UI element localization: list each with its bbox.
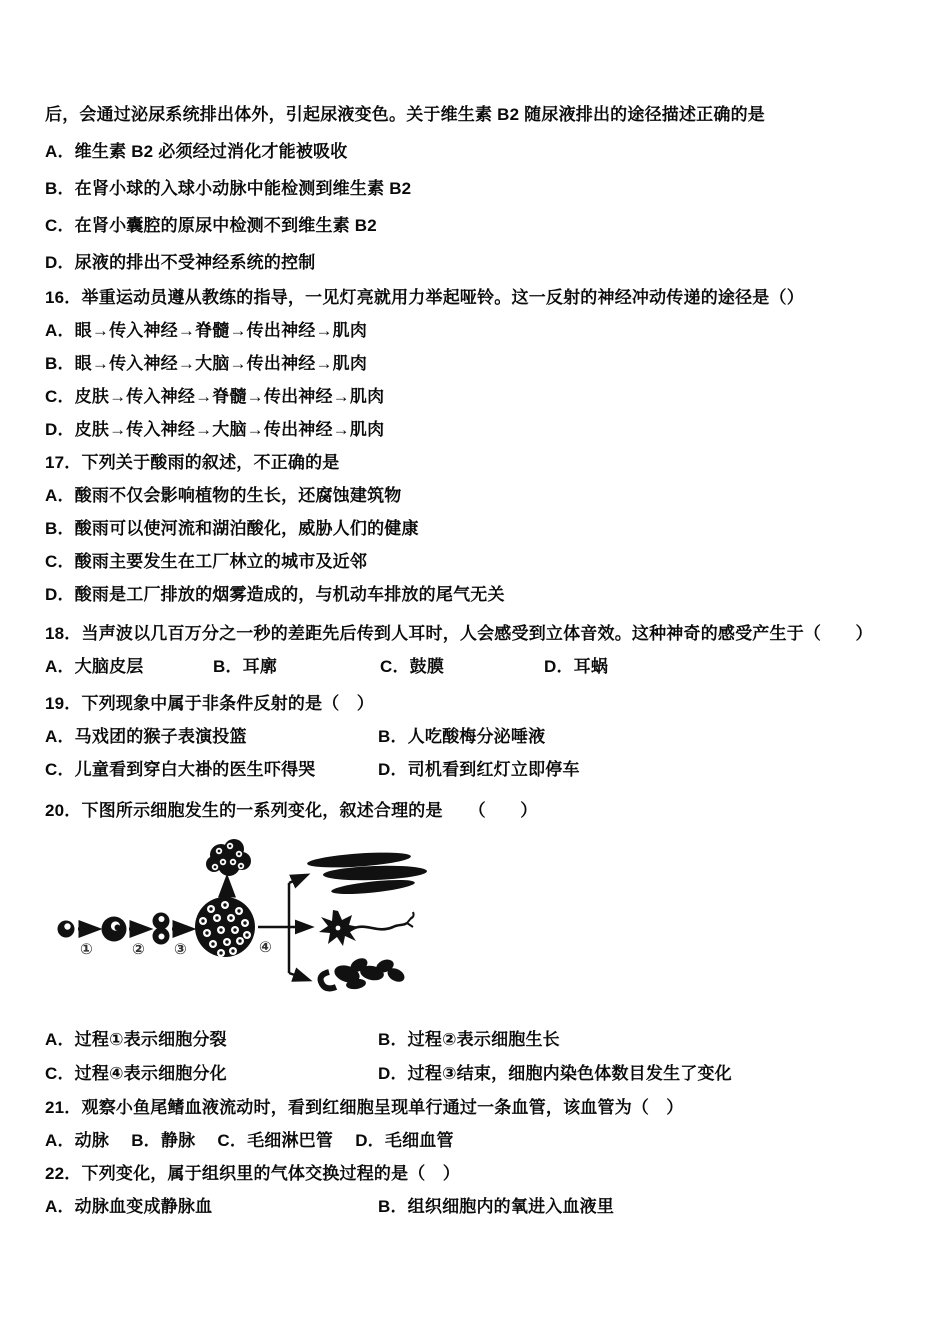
q18-options-row xyxy=(45,650,910,683)
q20-option-c: C．过程④表示细胞分化 xyxy=(45,1064,227,1083)
question-16-block xyxy=(45,281,910,446)
cell-diagram-svg xyxy=(53,833,433,1011)
q17-option-b: B．酸雨可以使河流和湖泊酸化，威胁人们的健康 xyxy=(45,519,419,538)
q22-option-a: A．动脉血变成静脉血 xyxy=(45,1197,213,1216)
small-cluster-icon xyxy=(206,839,251,876)
q19-option-b: B．人吃酸梅分泌唾液 xyxy=(378,727,546,746)
grown-cell-icon xyxy=(102,917,127,942)
q16-option-a: A．眼→传入神经→脊髓→传出神经→肌肉 xyxy=(45,321,368,340)
q20-option-a: A．过程①表示细胞分裂 xyxy=(45,1030,227,1049)
q19-options-row-2 xyxy=(45,753,910,786)
q22-option-b: B．组织细胞内的氧进入血液里 xyxy=(378,1197,615,1216)
cell-change-figure xyxy=(53,833,433,1011)
label-process-3: ③ xyxy=(174,940,187,958)
q20-option-b: B．过程②表示细胞生长 xyxy=(378,1030,560,1049)
q18-option-a: A．大脑皮层 xyxy=(45,657,144,676)
q19-option-d: D．司机看到红灯立即停车 xyxy=(378,760,580,779)
q20-stem: 20．下图所示细胞发生的一系列变化，叙述合理的是 （ ） xyxy=(45,801,538,820)
q20-option-d: D．过程③结束，细胞内染色体数目发生了变化 xyxy=(378,1064,732,1083)
question-17-block xyxy=(45,446,910,611)
branch-arrow-top-icon xyxy=(289,875,307,883)
question-19-block xyxy=(45,687,910,786)
label-process-4: ④ xyxy=(259,938,272,956)
q21-options-line: A．动脉 B．静脉 C．毛细淋巴管 D．毛细血管 xyxy=(45,1131,454,1150)
q17-option-c: C．酸雨主要发生在工厂林立的城市及近邻 xyxy=(45,552,368,571)
q19-option-c: C．儿童看到穿白大褂的医生吓得哭 xyxy=(45,760,316,779)
blob-cells-icon xyxy=(321,955,407,990)
q15-option-a: A．维生素 B2 必须经过消化才能被吸收 xyxy=(45,142,348,161)
q15-option-b: B．在肾小球的入球小动脉中能检测到维生素 B2 xyxy=(45,179,412,198)
q18-option-b: B．耳廓 xyxy=(213,657,278,676)
question-15-block xyxy=(45,96,910,281)
q16-option-d: D．皮肤→传入神经→大脑→传出神经→肌肉 xyxy=(45,420,385,439)
q19-options-row-1 xyxy=(45,720,910,753)
q17-stem: 17．下列关于酸雨的叙述，不正确的是 xyxy=(45,453,340,472)
q15-intro: 后，会通过泌尿系统排出体外，引起尿液变色。关于维生素 B2 随尿液排出的途径描述正确的是 xyxy=(45,105,765,124)
q21-stem: 21．观察小鱼尾鳍血液流动时，看到红细胞呈现单行通过一条血管，该血管为（ ） xyxy=(45,1098,684,1117)
dividing-cells-icon xyxy=(153,913,170,945)
q19-stem: 19．下列现象中属于非条件反射的是（ ） xyxy=(45,694,374,713)
question-20-block xyxy=(45,794,910,1091)
q15-option-c: C．在肾小囊腔的原尿中检测不到维生素 B2 xyxy=(45,216,377,235)
q18-option-d: D．耳蜗 xyxy=(544,657,609,676)
q16-option-b: B．眼→传入神经→大脑→传出神经→肌肉 xyxy=(45,354,368,373)
q19-option-a: A．马戏团的猴子表演投篮 xyxy=(45,727,247,746)
q17-option-a: A．酸雨不仅会影响植物的生长，还腐蚀建筑物 xyxy=(45,486,402,505)
label-process-1: ① xyxy=(80,940,93,958)
label-process-2: ② xyxy=(132,940,145,958)
q22-stem: 22．下列变化，属于组织里的气体交换过程的是（ ） xyxy=(45,1164,460,1183)
q15-option-d: D．尿液的排出不受神经系统的控制 xyxy=(45,253,316,272)
q18-stem: 18．当声波以几百万分之一秒的差距先后传到人耳时，人会感受到立体音效。这种神奇的感受产生于（ ） xyxy=(45,624,873,643)
cell-cluster-icon xyxy=(195,897,255,957)
q18-option-c: C．鼓膜 xyxy=(380,657,445,676)
question-22-block xyxy=(45,1157,910,1223)
q16-stem: 16．举重运动员遵从教练的指导，一见灯亮就用力举起哑铃。这一反射的神经冲动传递的途径是（） xyxy=(45,288,804,307)
question-21-block xyxy=(45,1091,910,1157)
nerve-cell-icon xyxy=(319,910,414,946)
small-cell-icon xyxy=(58,921,75,938)
q20-options-row-1 xyxy=(45,1023,910,1057)
q20-options xyxy=(45,1023,910,1091)
q16-option-c: C．皮肤→传入神经→脊髓→传出神经→肌肉 xyxy=(45,387,385,406)
muscle-tissue-icon xyxy=(307,850,428,897)
branch-arrow-bottom-icon xyxy=(289,973,309,980)
q22-options-row xyxy=(45,1190,910,1223)
question-18-block xyxy=(45,617,910,683)
q17-option-d: D．酸雨是工厂排放的烟雾造成的，与机动车排放的尾气无关 xyxy=(45,585,505,604)
q20-options-row-2 xyxy=(45,1057,910,1091)
